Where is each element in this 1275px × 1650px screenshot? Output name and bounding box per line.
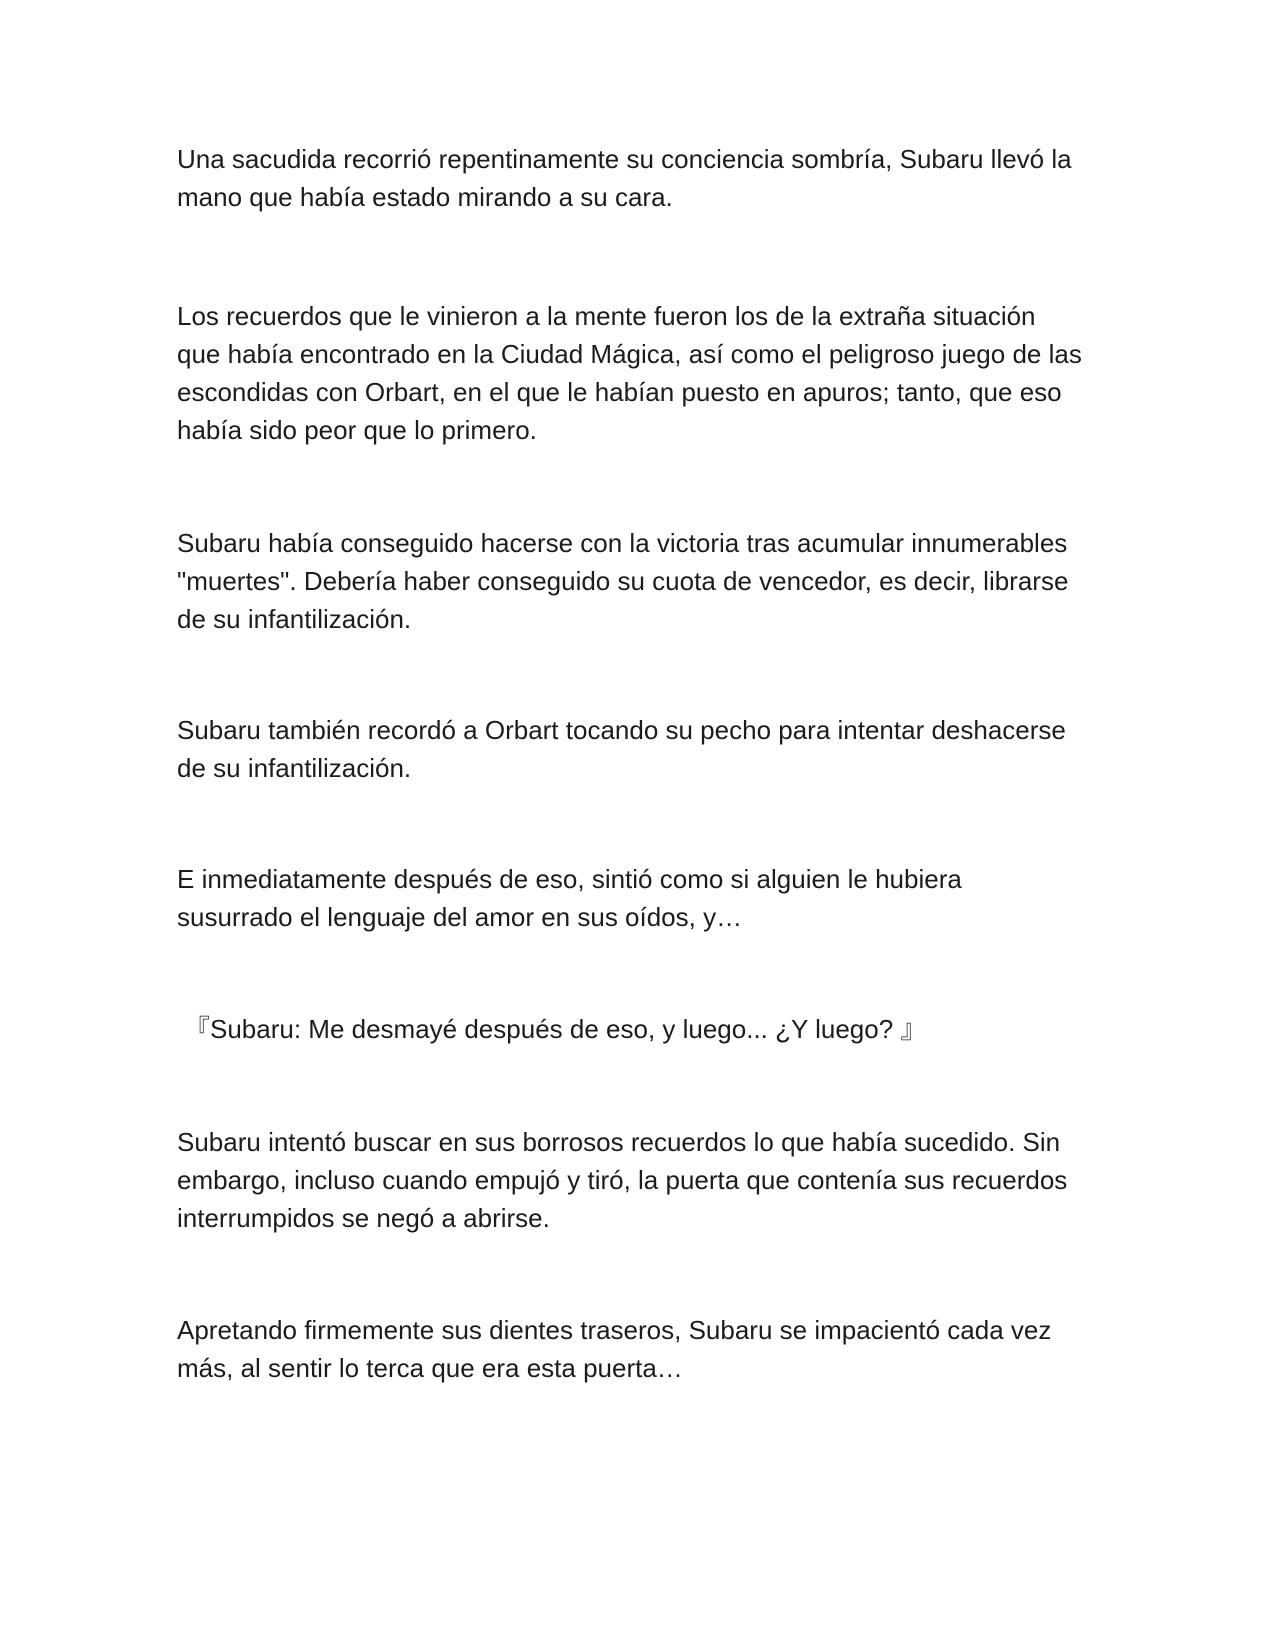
dialogue-line: 『Subaru: Me desmayé después de eso, y luego... ¿Y luego? 』	[184, 1014, 927, 1044]
paragraph-3: Subaru había conseguido hacerse con la victoria tras acumular innumerables "muertes". Debería haber conseguido su cuota de vencedor, es decir, librarse de su infantilización.	[177, 528, 1069, 634]
paragraph-4: Subaru también recordó a Orbart tocando su pecho para intentar deshacerse de su infantilización.	[177, 715, 1066, 783]
paragraph-2: Los recuerdos que le vinieron a la mente fueron los de la extraña situación que había encontrado en la Ciudad Mágica, así como el peligroso juego de las escondidas con Orbart, en el que le habían puesto en apuros; tanto, que eso había sido peor que lo primero.	[177, 301, 1082, 445]
paragraph-6: Subaru intentó buscar en sus borrosos recuerdos lo que había sucedido. Sin embargo, incluso cuando empujó y tiró, la puerta que contenía sus recuerdos interrumpidos se negó a abrirse.	[177, 1127, 1068, 1233]
paragraph-5: E inmediatamente después de eso, sintió como si alguien le hubiera susurrado el lenguaje del amor en sus oídos, y…	[177, 864, 962, 932]
paragraph-1: Una sacudida recorrió repentinamente su conciencia sombría, Subaru llevó la mano que había estado mirando a su cara.	[177, 144, 1072, 212]
paragraph-7: Apretando firmemente sus dientes traseros, Subaru se impacientó cada vez más, al sentir lo terca que era esta puerta…	[177, 1315, 1052, 1383]
